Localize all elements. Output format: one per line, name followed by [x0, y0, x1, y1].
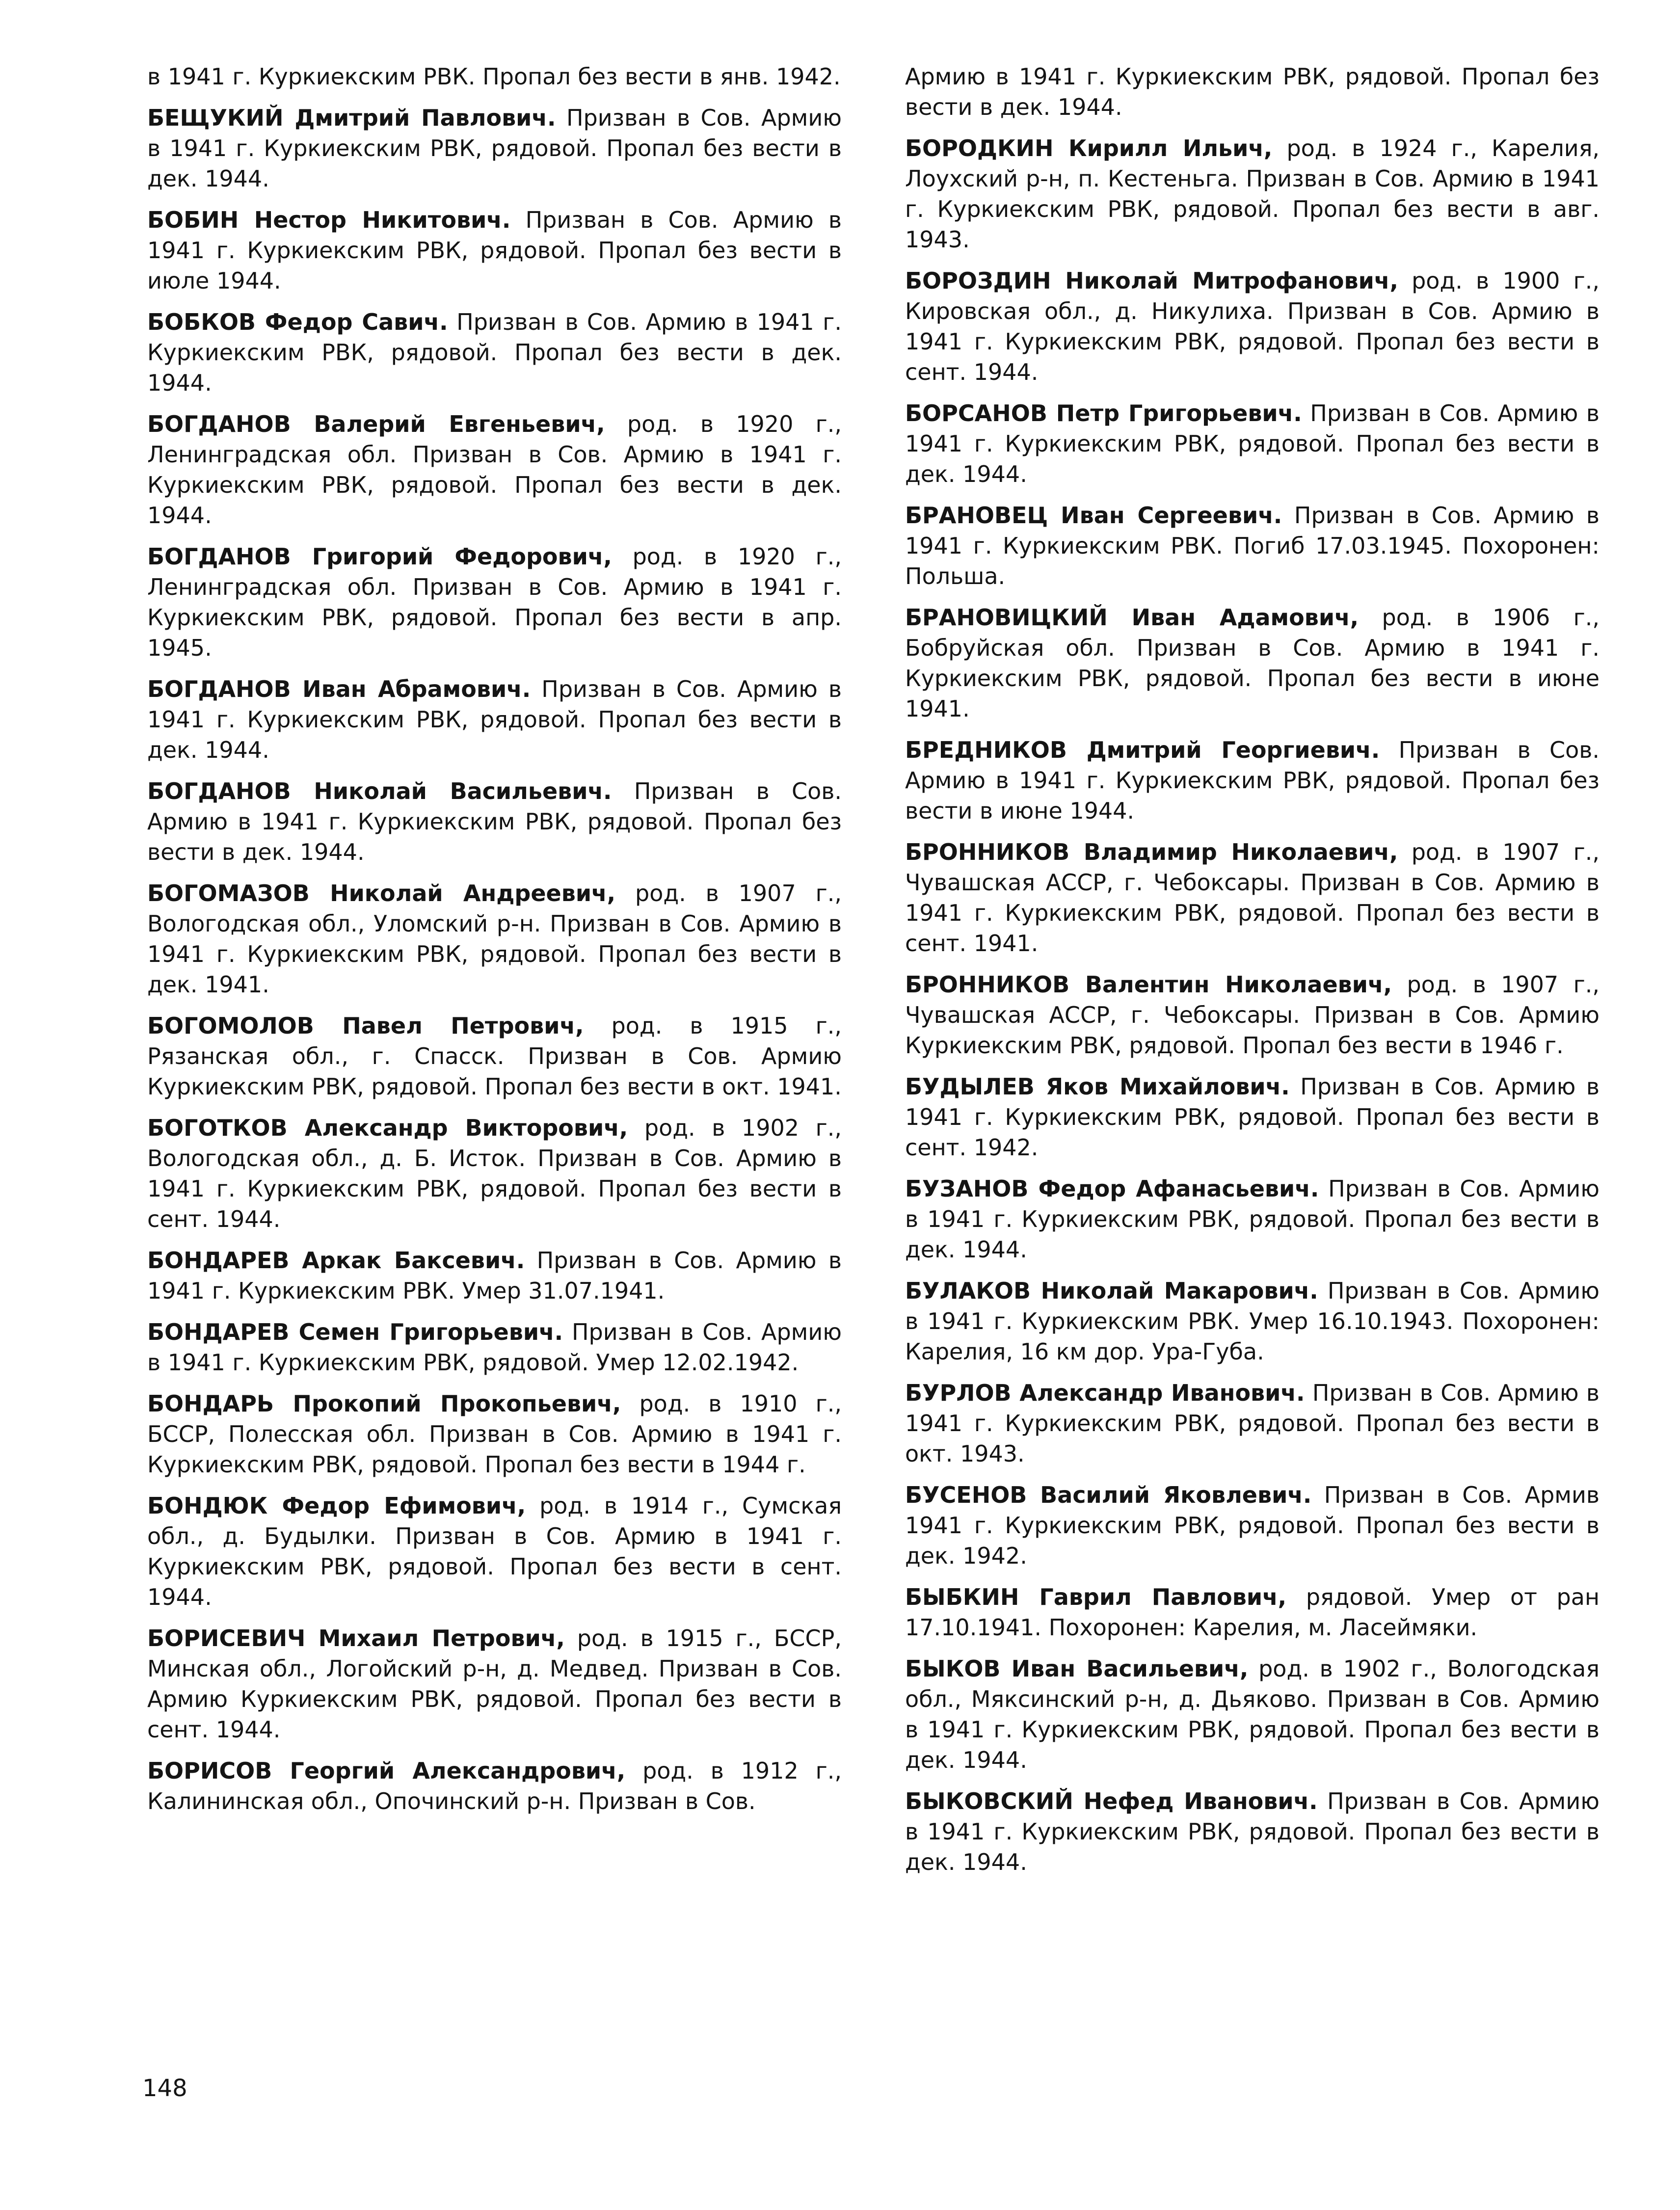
entry-name: БОГДАНОВ Иван Абрамович. — [147, 676, 531, 702]
entry-text: Призван в Сов. Армию в 1941 г. Куркиекским РВК, рядовой. Пропал без вести в дек. 1944. — [147, 309, 842, 396]
entry-name: БОБИН Нестор Никитович. — [147, 207, 511, 233]
entry — [905, 1173, 1600, 1265]
entry-name: БОНДАРЬ Прокопий Прокопьевич, — [147, 1390, 621, 1417]
entry-name: БОГОТКОВ Александр Викторович, — [147, 1115, 628, 1141]
entry-name: БОГОМАЗОВ Николай Андреевич, — [147, 880, 616, 906]
entry-text: Призван в Сов. Армию в 1941 г. Куркиекским РВК. Умер 31.07.1941. — [147, 1247, 842, 1304]
entry — [147, 674, 842, 765]
entry — [147, 878, 842, 1000]
entry-text: род. в 1920 г., Ленинградская обл. Призван в Сов. Армию в 1941 г. Куркиекским РВК, рядовой. Пропал без вести в дек. 1944. — [147, 411, 842, 529]
entry-text: Призван в Сов. Армию в 1941 г. Куркиекским РВК. Умер 16.10.1943. Похоронен: Карелия, 16 км дор. Ура-Губа. — [905, 1278, 1600, 1365]
entry-name: БРОННИКОВ Валентин Николаевич, — [905, 971, 1392, 998]
entry-text: род. в 1914 г., Сумская обл., д. Будылки. Призван в Сов. Армию в 1941 г. Куркиекским РВК, рядовой. Пропал без вести в сент. 1944. — [147, 1492, 842, 1610]
entry-name: БОНДАРЕВ Семен Григорьевич. — [147, 1319, 563, 1345]
entry-text: Призван в Сов. Армию в 1941 г. Куркиекским РВК, рядовой. Умер 12.02.1942. — [147, 1319, 842, 1376]
entry — [147, 1113, 842, 1234]
entry-name: БОНДАРЕВ Аркак Баксевич. — [147, 1247, 525, 1274]
entry-text: род. в 1907 г., Вологодская обл., Уломский р-н. Призван в Сов. Армию в 1941 г. Куркиекским РВК, рядовой. Пропал без вести в дек. 1941. — [147, 880, 842, 998]
entry-name: БЫБКИН Гаврил Павлович, — [905, 1584, 1287, 1610]
entry-name: БОГДАНОВ Григорий Федорович, — [147, 543, 612, 570]
entry-text: род. в 1915 г., Рязанская обл., г. Спасск. Призван в Сов. Армию Куркиекским РВК, рядовой. Пропал без вести в окт. 1941. — [147, 1012, 842, 1100]
entry-name: БУДЫЛЕВ Яков Михайлович. — [905, 1073, 1290, 1100]
entry-name: БУСЕНОВ Василий Яковлевич. — [905, 1482, 1312, 1508]
entry-text: рядовой. Умер от ран 17.10.1941. Похоронен: Карелия, м. Ласеймяки. — [905, 1584, 1600, 1641]
entry — [147, 307, 842, 398]
entry-text: Призван в Сов. Армию в 1941 г. Куркиекским РВК, рядовой. Пропал без вести в сент. 1942. — [905, 1073, 1600, 1161]
entry-text: Призван в Сов. Армию в 1941 г. Куркиекским РВК, рядовой. Пропал без вести в дек. 1944. — [905, 1175, 1600, 1263]
entry-text: в 1941 г. Куркиекским РВК. Пропал без вести в янв. 1942. — [147, 63, 841, 90]
entry-text: род. в 1910 г., БССР, Полесская обл. Призван в Сов. Армию в 1941 г. Куркиекским РВК, рядовой. Пропал без вести в 1944 г. — [147, 1390, 842, 1478]
page-number: 148 — [142, 2075, 187, 2102]
entry-text: род. в 1924 г., Карелия, Лоухский р-н, п. Кестеньга. Призван в Сов. Армию в 1941 г. Куркиекским РВК, рядовой. Пропал без вести в авг. 1943. — [905, 135, 1600, 253]
entry — [147, 205, 842, 296]
entry-name: БОГДАНОВ Валерий Евгеньевич, — [147, 411, 605, 437]
entry-text: Призван в Сов. Армию в 1941 г. Куркиекским РВК, рядовой. Пропал без вести в окт. 1943. — [905, 1380, 1600, 1467]
entry — [905, 1480, 1600, 1571]
entry-name: БОРСАНОВ Петр Григорьевич. — [905, 400, 1302, 426]
entry-text: Призван в Сов. Армив 1941 г. Куркиекским РВК, рядовой. Пропал без вести в дек. 1942. — [905, 1482, 1600, 1569]
entry — [905, 602, 1600, 724]
right-column — [905, 61, 1600, 1888]
entry — [905, 1276, 1600, 1367]
entry-text: род. в 1900 г., Кировская обл., д. Никулиха. Призван в Сов. Армию в 1941 г. Куркиекским РВК, рядовой. Пропал без вести в сент. 1944. — [905, 267, 1600, 385]
entry-name: БЫКОВ Иван Васильевич, — [905, 1655, 1249, 1682]
entry-name: БОГОМОЛОВ Павел Петрович, — [147, 1012, 584, 1039]
entry — [147, 1623, 842, 1745]
entry-name: БУРЛОВ Александр Иванович. — [905, 1380, 1305, 1406]
entry-text: Призван в Сов. Армию в 1941 г. Куркиекским РВК, рядовой. Пропал без вести в дек. 1944. — [147, 105, 842, 192]
entry-name: БРАНОВЕЦ Иван Сергеевич. — [905, 502, 1282, 529]
entry-name: БОБКОВ Федор Савич. — [147, 309, 448, 335]
entry-text: Призван в Сов. Армию в 1941 г. Куркиекским РВК, рядовой. Пропал без вести в июле 1944. — [147, 207, 842, 294]
entry — [905, 266, 1600, 387]
entry-text: род. в 1902 г., Вологодская обл., Мяксинский р-н, д. Дьяково. Призван в Сов. Армию в 1941 г. Куркиекским РВК, рядовой. Пропал без вести в дек. 1944. — [905, 1655, 1600, 1773]
entry-text: Призван в Сов. Армию в 1941 г. Куркиекским РВК, рядовой. Пропал без вести в дек. 1944. — [147, 778, 842, 865]
entry-name: БОРОДКИН Кирилл Ильич, — [905, 135, 1273, 161]
entry — [147, 1245, 842, 1306]
entry-text: Призван в Сов. Армию в 1941 г. Куркиекским РВК, рядовой. Пропал без вести в дек. 1944. — [905, 400, 1600, 487]
entry — [147, 1317, 842, 1378]
left-column — [147, 61, 842, 1827]
entry-name: БЕЩУКИЙ Дмитрий Павлович. — [147, 105, 556, 131]
entry — [905, 1378, 1600, 1469]
entry — [147, 409, 842, 531]
entry-text: род. в 1907 г., Чувашская АССР, г. Чебоксары. Призван в Сов. Армию в 1941 г. Куркиекским РВК, рядовой. Пропал без вести в сент. 1941. — [905, 839, 1600, 957]
entry — [147, 541, 842, 663]
entry-name: БРЕДНИКОВ Дмитрий Георгиевич. — [905, 737, 1380, 763]
entry-text: Призван в Сов. Армию в 1941 г. Куркиекским РВК. Погиб 17.03.1945. Похоронен: Польша. — [905, 502, 1600, 589]
entry — [147, 776, 842, 867]
entry — [905, 969, 1600, 1061]
entry — [147, 1388, 842, 1480]
entry-name: БОНДЮК Федор Ефимович, — [147, 1492, 526, 1519]
entry — [905, 837, 1600, 959]
entry-name: БОГДАНОВ Николай Васильевич. — [147, 778, 612, 804]
entry — [147, 1011, 842, 1102]
entry-text: род. в 1902 г., Вологодская обл., д. Б. Исток. Призван в Сов. Армию в 1941 г. Куркиекским РВК, рядовой. Пропал без вести в сент. 1944. — [147, 1115, 842, 1232]
entry — [905, 1071, 1600, 1163]
entry-text: род. в 1907 г., Чувашская АССР, г. Чебоксары. Призван в Сов. Армию Куркиекским РВК, рядовой. Пропал без вести в 1946 г. — [905, 971, 1600, 1059]
entry-name: БРАНОВИЦКИЙ Иван Адамович, — [905, 604, 1359, 631]
entry — [905, 735, 1600, 826]
entry-text: Призван в Сов. Армию в 1941 г. Куркиекским РВК, рядовой. Пропал без вести в дек. 1944. — [147, 676, 842, 763]
entry — [147, 103, 842, 194]
entry — [905, 1786, 1600, 1877]
entry-name: БУЗАНОВ Федор Афанасьевич. — [905, 1175, 1319, 1202]
entry-text: род. в 1915 г., БССР, Минская обл., Логойский р-н, д. Медвед. Призван в Сов. Армию Куркиекским РВК, рядовой. Пропал без вести в сент. 1944. — [147, 1625, 842, 1743]
entry-name: БУЛАКОВ Николай Макарович. — [905, 1278, 1318, 1304]
entry — [905, 1582, 1600, 1643]
entry — [905, 61, 1600, 122]
entry — [905, 133, 1600, 255]
entry-name: БРОННИКОВ Владимир Николаевич, — [905, 839, 1398, 865]
entry-text: род. в 1920 г., Ленинградская обл. Призван в Сов. Армию в 1941 г. Куркиекским РВК, рядовой. Пропал без вести в апр. 1945. — [147, 543, 842, 661]
entry-name: БОРОЗДИН Николай Митрофанович, — [905, 267, 1398, 294]
entry-name: БЫКОВСКИЙ Нефед Иванович. — [905, 1788, 1318, 1814]
entry — [905, 398, 1600, 489]
entry-text: род. в 1906 г., Бобруйская обл. Призван в Сов. Армию в 1941 г. Куркиекским РВК, рядовой. Пропал без вести в июне 1941. — [905, 604, 1600, 722]
entry — [905, 1653, 1600, 1775]
entry — [147, 1756, 842, 1816]
entry-text: род. в 1912 г., Калининская обл., Опочинский р-н. Призван в Сов. — [147, 1757, 842, 1814]
entry-text: Призван в Сов. Армию в 1941 г. Куркиекским РВК, рядовой. Пропал без вести в июне 1944. — [905, 737, 1600, 824]
entry-name: БОРИСОВ Георгий Александрович, — [147, 1757, 626, 1784]
entry-text: Призван в Сов. Армию в 1941 г. Куркиекским РВК, рядовой. Пропал без вести в дек. 1944. — [905, 1788, 1600, 1875]
entry — [905, 500, 1600, 591]
entry — [147, 1491, 842, 1612]
entry — [147, 61, 842, 92]
entry-name: БОРИСЕВИЧ Михаил Петрович, — [147, 1625, 565, 1651]
entry-text: Армию в 1941 г. Куркиекским РВК, рядовой. Пропал без вести в дек. 1944. — [905, 63, 1600, 120]
